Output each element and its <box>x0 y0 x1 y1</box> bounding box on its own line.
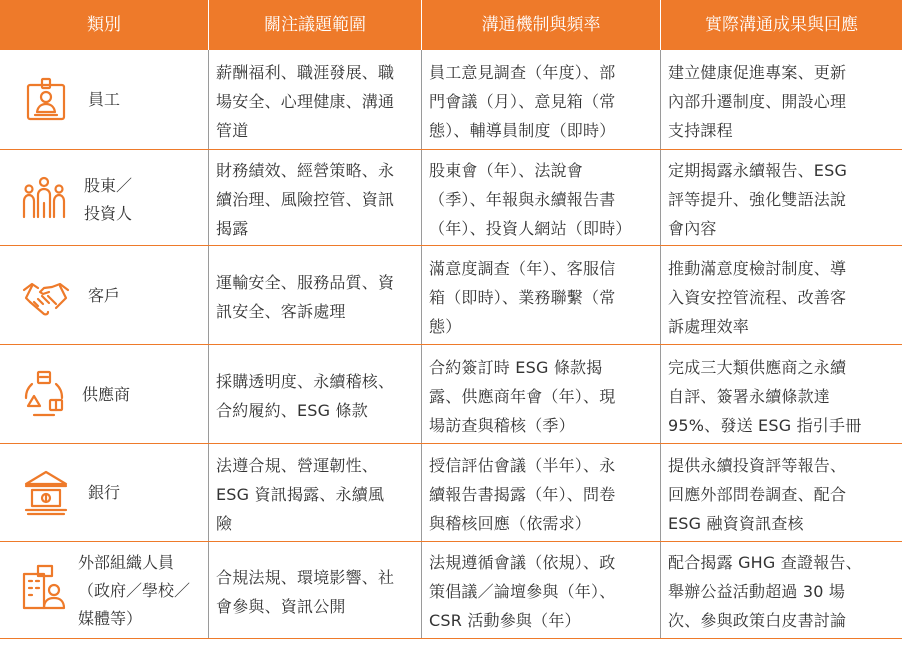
shareholders-group-icon <box>20 173 68 221</box>
header-results: 實際溝通成果與回應 <box>705 15 858 35</box>
row-results: 配合揭露 GHG 查證報告、 舉辦公益活動超過 30 場 次、參與政策白皮書討論 <box>668 553 862 630</box>
row-category: 員工 <box>88 90 121 109</box>
header-topics: 關注議題範圍 <box>264 15 366 35</box>
row-results: 定期揭露永續報告、ESG 評等提升、強化雙語法說 會內容 <box>668 161 848 238</box>
row-category: 客戶 <box>88 286 121 305</box>
row-mechanism: 員工意見調查（年度）、部 門會議（月）、意見箱（常 態）、輔導員制度（即時） <box>429 63 616 140</box>
row-category: 供應商 <box>82 385 131 404</box>
row-divider <box>0 541 902 542</box>
row-divider <box>0 344 902 345</box>
row-topics: 法遵合規、營運韌性、 ESG 資訊揭露、永續風 險 <box>216 456 385 533</box>
row-mechanism: 法規遵循會議（依規）、政 策倡議／論壇參與（年）、 CSR 活動參與（年） <box>429 553 616 630</box>
header-category: 類別 <box>87 15 121 35</box>
row-mechanism: 股東會（年）、法說會 （季）、年報與永續報告書 （年）、投資人網站（即時） <box>429 161 632 238</box>
row-topics: 財務績效、經營策略、永 續治理、風險控管、資訊 揭露 <box>216 161 395 238</box>
row-topics: 採購透明度、永續稽核、 合約履約、ESG 條款 <box>216 372 395 420</box>
employee-badge-icon <box>22 75 70 123</box>
handshake-icon <box>22 272 70 320</box>
row-results: 推動滿意度檢討制度、導 入資安控管流程、改善客 訴處理效率 <box>668 259 847 336</box>
row-category: 外部組織人員 （政府／學校／ 媒體等） <box>78 553 191 628</box>
row-topics: 運輸安全、服務品質、資 訊安全、客訴處理 <box>216 273 395 321</box>
row-category: 銀行 <box>88 483 121 502</box>
row-results: 建立健康促進專案、更新 內部升遷制度、開設心理 支持課程 <box>668 63 847 140</box>
row-divider <box>0 149 902 150</box>
row-mechanism: 合約簽訂時 ESG 條款揭 露、供應商年會（年）、現 場訪查與稽核（季） <box>429 358 616 435</box>
row-divider <box>0 638 902 639</box>
row-topics: 合規法規、環境影響、社 會參與、資訊公開 <box>216 568 395 616</box>
row-mechanism: 滿意度調查（年）、客服信 箱（即時）、業務聯繫（常 態） <box>429 259 616 336</box>
row-divider <box>0 245 902 246</box>
bank-building-icon <box>22 468 70 516</box>
row-topics: 薪酬福利、職涯發展、職 場安全、心理健康、溝通 管道 <box>216 63 395 140</box>
row-results: 完成三大類供應商之永續 自評、簽署永續條款達 95%、發送 ESG 指引手冊 <box>668 358 862 435</box>
header-mechanism: 溝通機制與頻率 <box>481 15 601 35</box>
row-results: 提供永續投資評等報告、 回應外部問卷調查、配合 ESG 融資資訊查核 <box>668 456 847 533</box>
row-category: 股東／ 投資人 <box>84 176 133 223</box>
row-divider <box>0 443 902 444</box>
supply-chain-icon <box>20 370 68 418</box>
row-mechanism: 授信評估會議（半年）、永 續報告書揭露（年）、問卷 與稽核回應（依需求） <box>429 456 616 533</box>
external-organization-icon <box>20 564 68 612</box>
